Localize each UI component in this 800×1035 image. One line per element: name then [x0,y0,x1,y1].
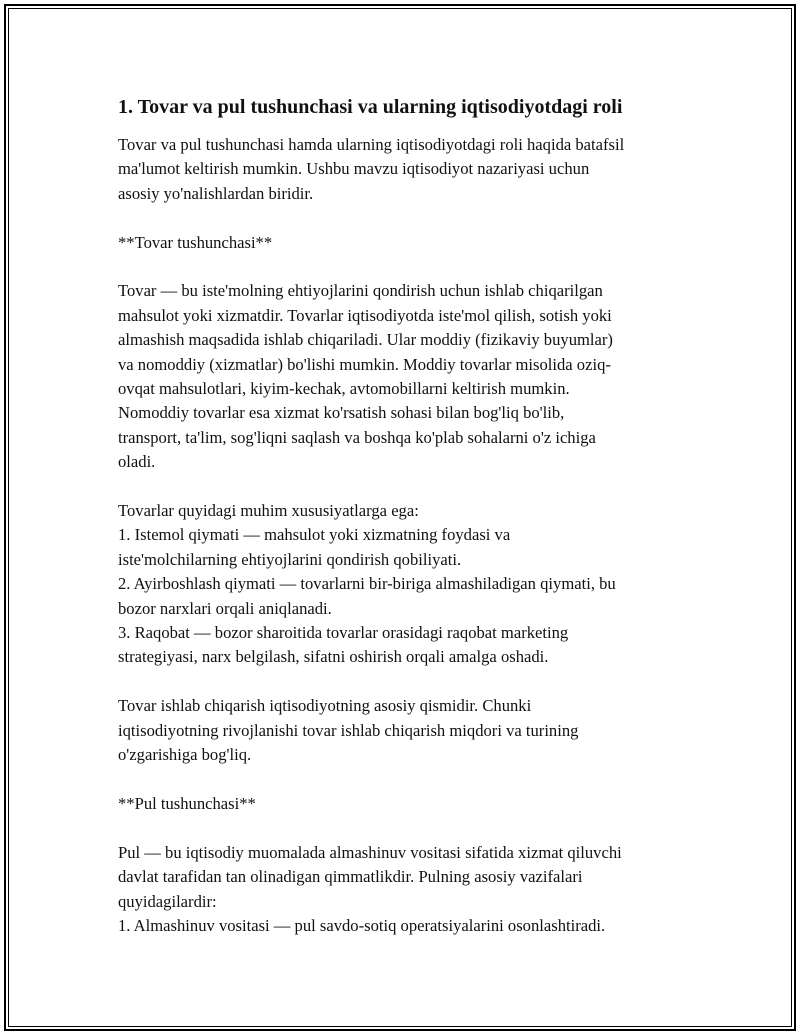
text-line: Tovar — bu iste'molning ehtiyojlarini qondirish uchun ishlab chiqarilgan [118,281,603,301]
list-item: iste'molchilarning ehtiyojlarini qondirish qobiliyati. [118,549,462,569]
intro-paragraph [118,133,693,206]
list-item: 3. Raqobat — bozor sharoitida tovarlar orasidagi raqobat marketing [118,623,569,643]
section-heading: 1. Tovar va pul tushunchasi va ularning iqtisodiyotdagi roli [118,96,623,118]
list-item: bozor narxlari orqali aniqlanadi. [118,598,332,618]
text-line: almashish maqsadida ishlab chiqariladi. Ular moddiy (fizikaviy buyumlar) [118,330,613,350]
text-line: mahsulot yoki xizmatdir. Tovarlar iqtisodiyotda iste'mol qilish, sotish yoki [118,305,612,325]
text-line: **Pul tushunchasi** [118,793,256,813]
text-line: va nomoddiy (xizmatlar) bo'lishi mumkin. Moddiy tovarlar misolida oziq- [118,354,611,374]
text-line: oladi. [118,452,156,472]
properties-list [118,499,693,670]
pul-definition-paragraph [118,841,693,939]
text-line: o'zgarishiga bog'liq. [118,745,252,765]
list-item: 1. Istemol qiymati — mahsulot yoki xizmatning foydasi va [118,525,511,545]
tovar-subheading [118,231,693,255]
document-body [118,92,693,938]
list-intro: Tovarlar quyidagi muhim xususiyatlarga ega: [118,501,419,521]
text-line: **Tovar tushunchasi** [118,232,273,252]
list-item: 2. Ayirboshlash qiymati — tovarlarni bir-biriga almashiladigan qiymati, bu [118,574,616,594]
text-line: ovqat mahsulotlari, kiyim-kechak, avtomobillarni keltirish mumkin. [118,379,570,399]
text-line: ma'lumot keltirish mumkin. Ushbu mavzu iqtisodiyot nazariyasi uchun [118,159,590,179]
text-line: davlat tarafidan tan olinadigan qimmatlikdir. Pulning asosiy vazifalari [118,867,583,887]
text-line: Pul — bu iqtisodiy muomalada almashinuv vositasi sifatida xizmat qiluvchi [118,842,622,862]
text-line: transport, ta'lim, sog'liqni saqlash va boshqa ko'plab sohalarni o'z ichiga [118,427,596,447]
tovar-definition-paragraph [118,279,693,474]
pul-subheading [118,792,693,816]
text-line: Tovar va pul tushunchasi hamda ularning iqtisodiyotdagi roli haqida batafsil [118,135,625,154]
text-line: Tovar ishlab chiqarish iqtisodiyotning asosiy qismidir. Chunki [118,696,532,716]
production-paragraph [118,694,693,767]
text-line: iqtisodiyotning rivojlanishi tovar ishlab chiqarish miqdori va turining [118,720,579,740]
list-item: 1. Almashinuv vositasi — pul savdo-sotiq operatsiyalarini osonlashtiradi. [118,915,606,935]
text-line: Nomoddiy tovarlar esa xizmat ko'rsatish sohasi bilan bog'liq bo'lib, [118,403,565,423]
text-line: quyidagilardir: [118,891,217,911]
text-line: asosiy yo'nalishlardan biridir. [118,183,314,203]
list-item: strategiyasi, narx belgilash, sifatni oshirish orqali amalga oshadi. [118,647,549,667]
